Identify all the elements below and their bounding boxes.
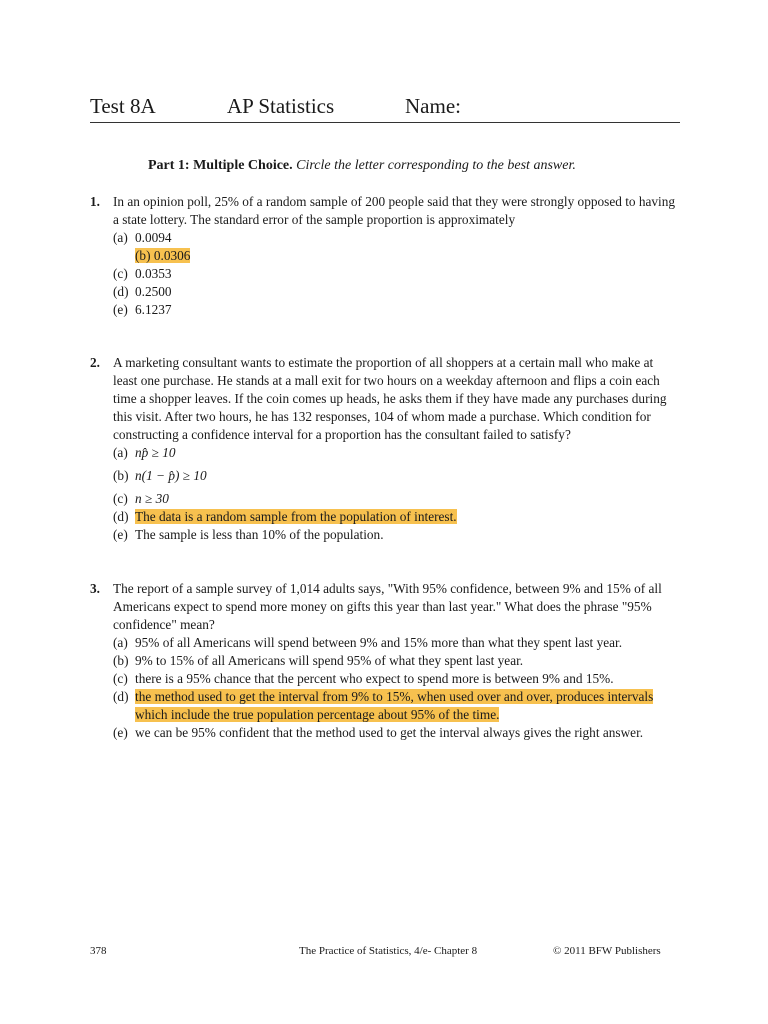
option-text: np̂ ≥ 10 [135,445,176,460]
option-letter: (c) [113,266,128,281]
option-text: 0.0353 [135,266,172,281]
option-text: n(1 − p̂) ≥ 10 [135,468,207,483]
option-letter: (b) [113,468,129,483]
instructions [148,158,576,174]
question-number: 3. [90,581,100,596]
option-text: 9% to 15% of all Americans will spend 95% of what they spent last year. [135,653,524,668]
option-letter: (a) [113,230,128,245]
question-text: A marketing consultant wants to estimate the proportion of all shoppers at a certain mall who make at least one purchase. He stands at a mall exit for two hours on a weekday afternoon and flips a coin each time a shopper leaves. If the coin comes up heads, he asks them if they have made any purchases during this visit. After two hours, he has 132 responses, 104 of whom made a purchase. Which condition for constructing a confidence interval for a proportion has the consultant failed to satisfy? [113,355,667,442]
option-letter: (e) [113,302,128,317]
book-title: The Practice of Statistics, 4/e- Chapter 8 [299,945,478,957]
instructions-text: Circle the letter corresponding to the best answer. [296,158,576,173]
option-c[interactable] [113,670,678,688]
option-letter: (a) [113,445,128,460]
option-a[interactable] [113,444,678,462]
page-number: 378 [90,945,107,957]
option-d[interactable] [113,283,678,301]
option-text: The sample is less than 10% of the population. [135,527,384,542]
option-a[interactable] [113,634,678,652]
test-label: Test 8A [90,94,156,118]
subject-label: AP Statistics [227,94,335,118]
option-letter: (d) [113,689,129,704]
page-header [90,94,680,123]
question-number: 2. [90,355,100,370]
option-b[interactable] [113,247,678,265]
option-text: 6.1237 [135,302,172,317]
option-letter: (c) [113,671,128,686]
option-d[interactable] [113,508,678,526]
option-letter: (e) [113,527,128,542]
name-label: Name: [405,94,461,118]
part-heading: Part 1: Multiple Choice. [148,158,293,173]
option-c[interactable] [113,490,678,508]
option-c[interactable] [113,265,678,283]
option-text: n ≥ 30 [135,491,169,506]
copyright: © 2011 BFW Publishers [553,945,661,957]
highlighted-answer: The data is a random sample from the population of interest. [135,509,457,524]
question-3 [90,580,690,742]
option-text: 0.0094 [135,230,172,245]
option-letter: (d) [113,284,129,299]
option-text: 95% of all Americans will spend between 9% and 15% more than what they spent last year. [135,635,623,650]
option-text: 0.2500 [135,284,172,299]
question-2 [90,354,690,544]
question-text: The report of a sample survey of 1,014 adults says, "With 95% confidence, between 9% and 15% of all Americans expect to spend more money on gifts this year than last year." What does the phrase "95% confidence" mean? [113,581,662,632]
option-text: 0.0306 [153,248,191,263]
option-b[interactable] [113,652,678,670]
option-letter: (b) [113,653,129,668]
option-e[interactable] [113,301,678,319]
option-letter: (a) [113,635,128,650]
option-text: there is a 95% chance that the percent who expect to spend more is between 9% and 15%. [135,671,614,686]
option-a[interactable] [113,229,678,247]
question-number: 1. [90,194,100,209]
option-letter: (d) [113,509,129,524]
option-d[interactable] [113,688,678,724]
option-text: we can be 95% confident that the method used to get the interval always gives the right answer. [135,725,644,740]
option-letter: (e) [113,725,128,740]
option-letter: (b) [135,248,151,263]
highlighted-answer: the method used to get the interval from 9% to 15%, when used over and over, produces intervals which include the true population percentage about 95% of the time. [135,689,654,722]
question-text: In an opinion poll, 25% of a random sample of 200 people said that they were strongly opposed to having a state lottery. The standard error of the sample proportion is approximately [113,194,676,227]
option-e[interactable] [113,526,678,544]
option-b[interactable] [113,467,678,485]
question-1 [90,193,690,319]
option-e[interactable] [113,724,678,742]
highlighted-answer [135,248,190,263]
option-letter: (c) [113,491,128,506]
